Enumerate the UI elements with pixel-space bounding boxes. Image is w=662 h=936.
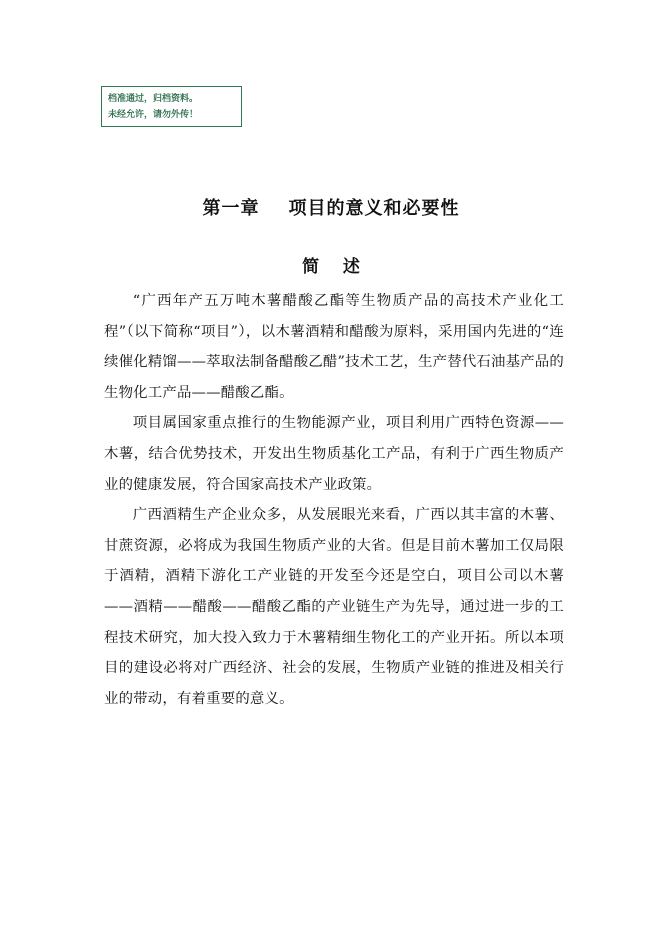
body-text [104,286,564,714]
paragraph-2: 项目属国家重点推行的生物能源产业，项目利用广西特色资源——木薯，结合优势技术，开发出生物质基化工产品，有利于广西生物质产业的健康发展，符合国家高技术产业政策。 [104,415,564,493]
section-title: 简 述 [302,257,360,277]
confidentiality-notice-box [101,86,242,127]
paragraph-3: 广西酒精生产企业众多，从发展眼光来看，广西以其丰富的木薯、甘蔗资源，必将成为我国生物质产业的大省。但是目前木薯加工仅局限于酒精，酒精下游化工产业链的开发至今还是空白，项目公司以木薯——酒精——醋酸——醋酸乙酯的产业链生产为先导，通过进一步的工程技术研究，加大投入致力于木薯精细生物化工的产业开拓。所以本项目的建设必将对广西经济、社会的发展，生物质产业链的推进及相关行业的带动，有着重要的意义。 [104,507,564,707]
chapter-title: 第一章 项目的意义和必要性 [202,198,460,219]
notice-line-1: 档准通过，归档资料。 [108,94,199,104]
paragraph-1: “广西年产五万吨木薯醋酸乙酯等生物质产品的高技术产业化工程”（以下简称“项目”），以木薯酒精和醋酸为原料，采用国内先进的“连续催化精馏——萃取法制备醋酸乙醋”技术工艺，生产替代石油基产品的生物化工产品——醋酸乙酯。 [104,293,564,401]
notice-line-2: 未经允许，请勿外传！ [108,110,199,120]
